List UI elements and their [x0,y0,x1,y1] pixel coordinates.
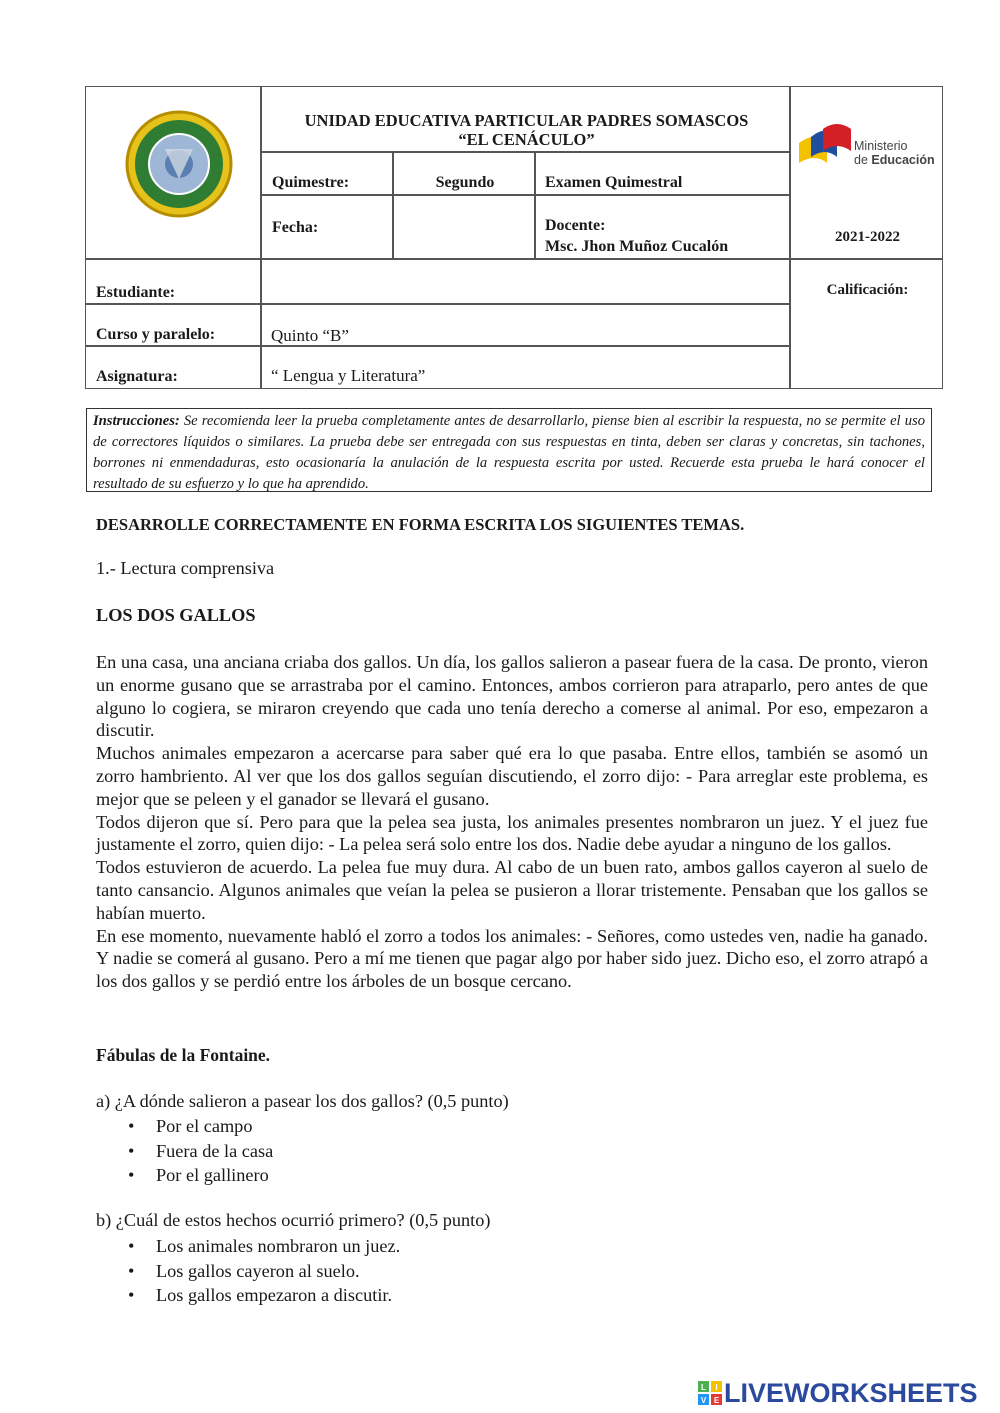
docente-label: Docente: [545,217,606,234]
main-heading: DESARROLLE CORRECTAMENTE EN FORMA ESCRITA LOS SIGUIENTES TEMAS. [96,515,745,534]
estudiante-label-cell [85,259,261,304]
estudiante-label: Estudiante: [96,284,176,301]
badge-letter: I [715,1383,718,1392]
school-name-line1: UNIDAD EDUCATIVA PARTICULAR PADRES SOMASCOS [304,111,749,130]
curso-label: Curso y paralelo: [96,326,216,343]
option-item[interactable]: • Los animales nombraron un juez. [124,1234,400,1259]
option-item[interactable]: • Los gallos empezaron a discutir. [124,1283,400,1308]
question-a-prompt: a) ¿A dónde salieron a pasear los dos gallos? (0,5 punto) [96,1091,509,1111]
liveworksheets-watermark [698,1378,978,1410]
asignatura-label-cell [85,346,261,389]
bullet-icon: • [128,1236,135,1256]
calificacion-cell[interactable] [790,259,943,389]
ministry-logo-icon [797,123,853,167]
story-paragraph: Muchos animales empezaron a acercarse para saber qué era lo que pasaba. Entre ellos, también se asomó un zorro hambriento. Al ver que los dos gallos seguían discutiendo, el zorro dijo: - Para arreglar este problema, es mejor que se peleen y el ganador se llevará el gusano. [96,743,928,809]
bullet-icon: • [128,1140,135,1161]
quimestre-label-cell [261,152,393,195]
curso-value: Quinto “B” [271,326,349,345]
curso-label-cell [85,304,261,346]
school-seal-icon [124,109,234,219]
quimestre-value: Segundo [435,174,495,191]
bullet-icon: • [128,1116,135,1136]
story-paragraph: Todos dijeron que sí. Pero para que la pelea sea justa, los animales presentes nombraron un juez. Y el juez fue justamente el zorro, quien dijo: - La pelea será solo entre los dos. Nadie debe ayudar a ninguno de los gallos. [96,811,928,855]
exam-type-cell [535,152,790,195]
quimestre-label: Quimestre: [272,174,350,191]
section-title: 1.- Lectura comprensiva [96,558,275,578]
school-logo-cell [85,86,261,259]
option-item[interactable]: • Los gallos cayeron al suelo. [124,1259,400,1284]
fecha-value-cell[interactable] [393,195,535,259]
docente-cell [535,195,790,259]
badge-letter: E [713,1396,720,1405]
exam-type: Examen Quimestral [545,174,683,191]
fecha-label-cell [261,195,393,259]
estudiante-field[interactable] [261,259,790,304]
fecha-label: Fecha: [272,219,319,236]
story-paragraph: En ese momento, nuevamente habló el zorro a todos los animales: - Señores, como ustedes ven, nadie ha ganado. Y nadie se comerá al gusano. Pero a mí me tienen que pagar algo por haber sido juez. Dicho eso, el zorro atrapó a los dos gallos y se perdió entre los árboles de un bosque cercano. [96,925,928,992]
school-name-line2: “EL CENÁCULO” [458,130,595,149]
badge-letter: L [701,1383,706,1392]
bullet-icon: • [128,1285,135,1305]
asignatura-label: Asignatura: [96,368,178,385]
instructions-label: Instrucciones: [93,413,180,429]
asignatura-value: “ Lengua y Literatura” [271,366,426,385]
question-b-options [124,1234,400,1308]
badge-letter: V [700,1396,707,1405]
watermark-text: LIVEWORKSHEETS [724,1378,978,1408]
ministry-line1: Ministerio [854,139,908,153]
liveworksheets-badge-icon [698,1381,722,1405]
curso-value-cell [261,304,790,346]
ministry-line2: de Educación [854,153,935,167]
ministry-cell [790,86,943,259]
school-year: 2021-2022 [835,229,900,245]
story-paragraph: Todos estuvieron de acuerdo. La pelea fue muy dura. Al cabo de un buen rato, ambos gallos cayeron al suelo de tanto cansancio. Algunos animales que veían la pelea se pusieron a llorar tristemente. Pensaban que los gallos se habían muerto. [96,857,928,923]
story-source: Fábulas de la Fontaine. [96,1045,271,1065]
question-a-options [124,1114,273,1188]
story-paragraph: En una casa, una anciana criaba dos gallos. Un día, los gallos salieron a pasear fuera de la casa. De pronto, vieron un enorme gusano que se arrastraba por el camino. Entonces, ambos corrieron para atraparlo, pero antes de que alguno lo cogiera, se miraron creyendo que cada uno tenía derecho a comerse al animal. Por eso, empezaron a discutir. [96,652,928,741]
bullet-icon: • [128,1165,135,1185]
asignatura-value-cell [261,346,790,389]
bullet-icon: • [128,1260,135,1281]
docente-name: Msc. Jhon Muñoz Cucalón [545,238,729,255]
story-body [96,651,928,993]
instructions-box [86,408,932,492]
option-item[interactable]: • Por el gallinero [124,1163,273,1188]
story-title: LOS DOS GALLOS [96,605,256,625]
option-item[interactable]: • Fuera de la casa [124,1139,273,1164]
quimestre-value-cell[interactable] [393,152,535,195]
option-item[interactable]: • Por el campo [124,1114,273,1139]
instructions-text: Se recomienda leer la prueba completamente antes de desarrollarlo, piense bien al escribir la respuesta, no se permite el uso de correctores líquidos o similares. La prueba debe ser entregada con sus respuestas en tinta, deben ser claras y concretas, sin tachones, borrones ni enmendaduras, esto ocasionaría la anulación de la respuesta escrita por usted. Recuerde esta prueba le hará conocer el resultado de su esfuerzo y lo que ha aprendido. [93,413,925,492]
question-b-prompt: b) ¿Cuál de estos hechos ocurrió primero? (0,5 punto) [96,1210,491,1230]
school-name-cell [261,86,790,152]
calificacion-label: Calificación: [826,282,909,298]
